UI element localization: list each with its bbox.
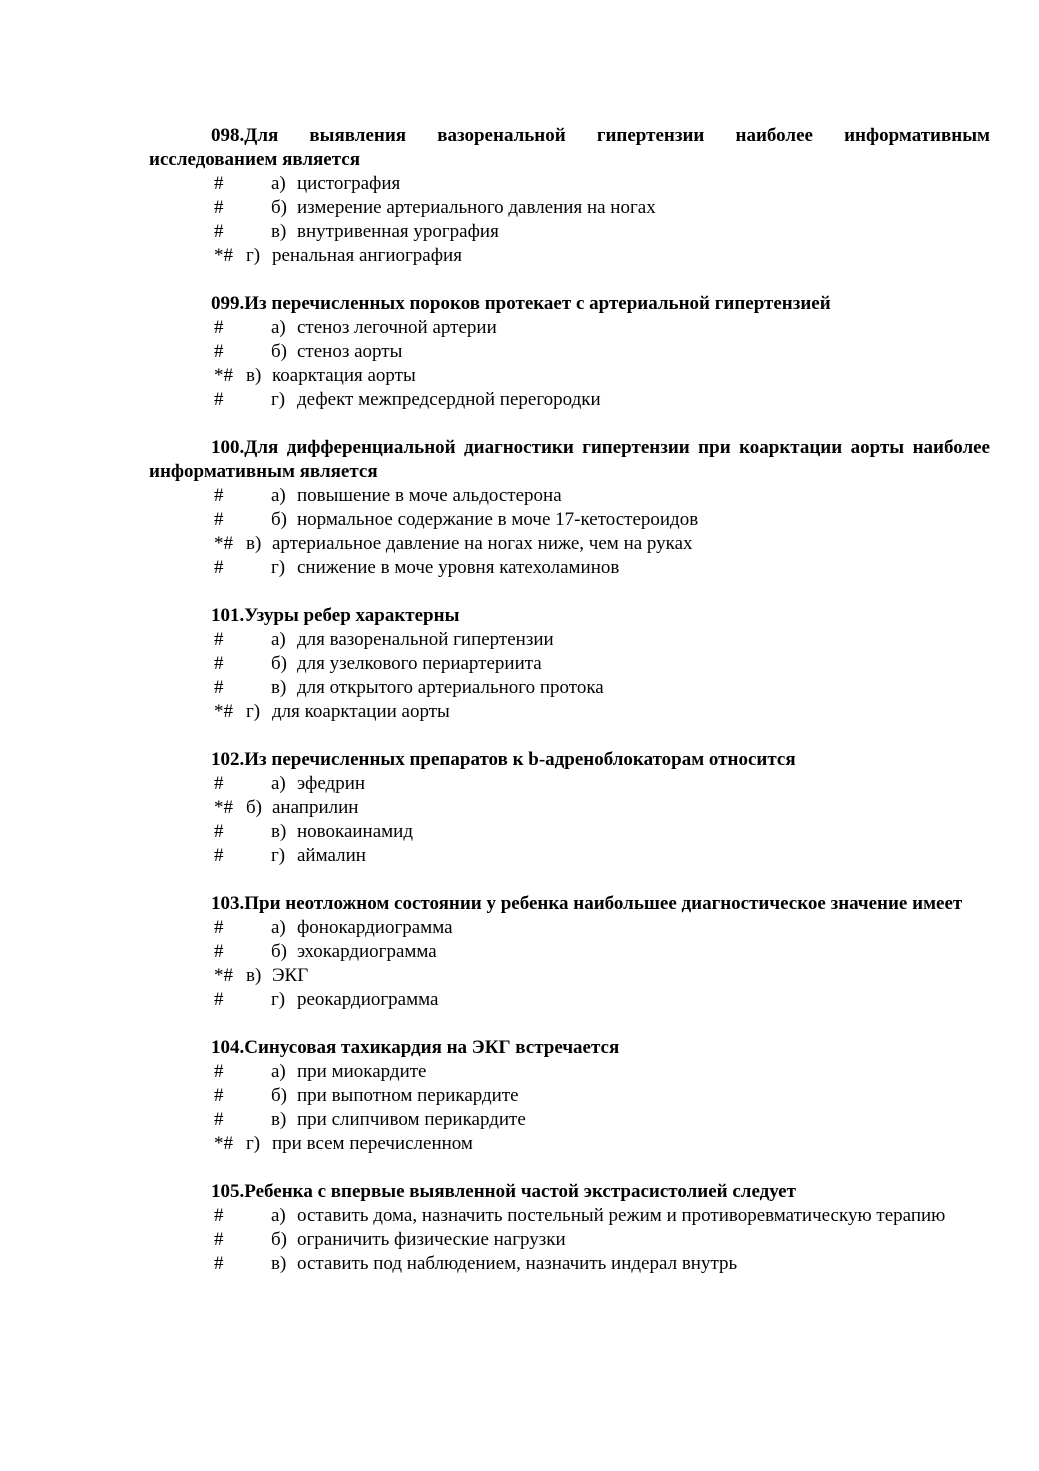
answer-option — [149, 1204, 990, 1228]
answer-option — [149, 556, 990, 580]
option-letter: а) — [271, 917, 286, 938]
option-letter: в) — [271, 677, 287, 698]
answer-option-correct — [149, 364, 990, 388]
option-marker: *# — [214, 701, 233, 722]
answer-option — [149, 388, 990, 412]
option-text: для узелкового периартериита — [297, 653, 542, 674]
answer-option — [149, 676, 990, 700]
option-text: ренальная ангиография — [272, 245, 462, 266]
option-marker: *# — [214, 533, 233, 554]
question-text: 098.Для выявления вазоренальной гипертензии наиболее информативным исследованием является — [149, 125, 990, 170]
answer-option-correct — [149, 796, 990, 820]
option-text: анаприлин — [272, 797, 359, 818]
option-text: внутривенная урография — [297, 221, 499, 242]
option-letter: г) — [271, 989, 286, 1010]
option-text: при всем перечисленном — [272, 1133, 473, 1154]
option-letter: б) — [271, 653, 287, 674]
option-text: новокаинамид — [297, 821, 414, 842]
answer-option — [149, 220, 990, 244]
option-text: стеноз аорты — [297, 341, 403, 362]
answer-option — [149, 652, 990, 676]
option-letter: в) — [246, 365, 262, 386]
question-list — [149, 124, 990, 1300]
option-marker: # — [214, 1085, 224, 1106]
option-text: для вазоренальной гипертензии — [297, 629, 554, 650]
option-letter: а) — [271, 629, 286, 650]
option-letter: в) — [246, 965, 262, 986]
option-text: снижение в моче уровня катехоламинов — [297, 557, 620, 578]
answer-option — [149, 772, 990, 796]
option-marker: # — [214, 773, 224, 794]
answer-option-correct — [149, 964, 990, 988]
answer-option — [149, 196, 990, 220]
option-text: повышение в моче альдостерона — [297, 485, 562, 506]
answer-option — [149, 628, 990, 652]
option-marker: # — [214, 1253, 224, 1274]
option-letter: в) — [271, 1253, 287, 1274]
option-marker: # — [214, 389, 224, 410]
answer-option — [149, 1084, 990, 1108]
option-marker: *# — [214, 365, 233, 386]
answer-option — [149, 340, 990, 364]
question-block — [149, 124, 990, 268]
option-marker: *# — [214, 965, 233, 986]
option-letter: г) — [271, 557, 286, 578]
option-text: дефект межпредсердной перегородки — [297, 389, 601, 410]
option-letter: б) — [271, 509, 287, 530]
option-letter: в) — [271, 1109, 287, 1130]
option-text: артериальное давление на ногах ниже, чем на руках — [272, 533, 693, 554]
question-text: 101.Узуры ребер характерны — [211, 605, 460, 626]
option-marker: # — [214, 485, 224, 506]
option-marker: # — [214, 1061, 224, 1082]
option-letter: в) — [246, 533, 262, 554]
option-letter: г) — [246, 1133, 261, 1154]
option-marker: # — [214, 1205, 224, 1226]
option-text: аймалин — [297, 845, 366, 866]
option-letter: а) — [271, 485, 286, 506]
answer-option — [149, 916, 990, 940]
answer-option-correct — [149, 700, 990, 724]
option-marker: *# — [214, 797, 233, 818]
option-text: при выпотном перикардите — [297, 1085, 519, 1106]
option-text: для коарктации аорты — [272, 701, 450, 722]
option-text: измерение артериального давления на ногах — [297, 197, 656, 218]
question-block — [149, 436, 990, 580]
answer-option — [149, 172, 990, 196]
option-text: ЭКГ — [272, 965, 309, 986]
option-marker: # — [214, 629, 224, 650]
question-block — [149, 748, 990, 868]
option-marker: # — [214, 173, 224, 194]
answer-option — [149, 508, 990, 532]
option-marker: # — [214, 317, 224, 338]
answer-option — [149, 820, 990, 844]
question-block — [149, 892, 990, 1012]
option-marker: # — [214, 1229, 224, 1250]
answer-option — [149, 940, 990, 964]
option-text: реокардиограмма — [297, 989, 439, 1010]
question-text: 100.Для дифференциальной диагностики гипертензии при коарктации аорты наиболее информативным является — [149, 437, 990, 482]
question-text: 105.Ребенка с впервые выявленной частой экстрасистолией следует — [211, 1181, 796, 1202]
option-text: эфедрин — [297, 773, 366, 794]
option-letter: г) — [271, 845, 286, 866]
option-text: фонокардиограмма — [297, 917, 453, 938]
option-marker: # — [214, 917, 224, 938]
option-letter: б) — [271, 1229, 287, 1250]
option-marker: # — [214, 821, 224, 842]
option-marker: *# — [214, 245, 233, 266]
option-letter: г) — [246, 245, 261, 266]
option-text: оставить под наблюдением, назначить индерал внутрь — [297, 1253, 738, 1274]
option-marker: # — [214, 557, 224, 578]
option-marker: # — [214, 677, 224, 698]
option-text: цистография — [297, 173, 401, 194]
answer-option-correct — [149, 1132, 990, 1156]
option-letter: б) — [246, 797, 262, 818]
question-text: 099.Из перечисленных пороков протекает с артериальной гипертензией — [211, 293, 831, 314]
option-marker: # — [214, 197, 224, 218]
answer-option-correct — [149, 532, 990, 556]
answer-option-correct — [149, 244, 990, 268]
option-letter: г) — [271, 389, 286, 410]
answer-option — [149, 1228, 990, 1252]
answer-option — [149, 1060, 990, 1084]
answer-option — [149, 484, 990, 508]
option-text: эхокардиограмма — [297, 941, 437, 962]
option-marker: # — [214, 653, 224, 674]
option-letter: б) — [271, 941, 287, 962]
option-text: коарктация аорты — [272, 365, 416, 386]
option-letter: в) — [271, 821, 287, 842]
option-text: оставить дома, назначить постельный режим и противоревматическую терапию — [297, 1205, 946, 1226]
option-marker: # — [214, 221, 224, 242]
question-text: 104.Синусовая тахикардия на ЭКГ встречается — [211, 1037, 620, 1058]
option-letter: а) — [271, 773, 286, 794]
option-letter: а) — [271, 1061, 286, 1082]
option-marker: # — [214, 509, 224, 530]
option-text: для открытого артериального протока — [297, 677, 604, 698]
option-marker: *# — [214, 1133, 233, 1154]
answer-option — [149, 844, 990, 868]
option-text: стеноз легочной артерии — [297, 317, 497, 338]
option-marker: # — [214, 845, 224, 866]
option-letter: б) — [271, 341, 287, 362]
option-marker: # — [214, 989, 224, 1010]
option-marker: # — [214, 341, 224, 362]
question-block — [149, 1036, 990, 1156]
answer-option — [149, 316, 990, 340]
question-text: 103.При неотложном состоянии у ребенка наибольшее диагностическое значение имеет — [211, 893, 963, 914]
option-marker: # — [214, 941, 224, 962]
answer-option — [149, 1252, 990, 1276]
option-text: при слипчивом перикардите — [297, 1109, 526, 1130]
option-text: нормальное содержание в моче 17-кетостероидов — [297, 509, 699, 530]
option-letter: а) — [271, 1205, 286, 1226]
question-block — [149, 604, 990, 724]
question-block — [149, 1180, 990, 1276]
option-letter: а) — [271, 173, 286, 194]
question-text: 102.Из перечисленных препаратов к b-адреноблокаторам относится — [211, 749, 796, 770]
option-letter: б) — [271, 1085, 287, 1106]
option-letter: б) — [271, 197, 287, 218]
option-text: ограничить физические нагрузки — [297, 1229, 566, 1250]
answer-option — [149, 1108, 990, 1132]
option-letter: г) — [246, 701, 261, 722]
option-letter: а) — [271, 317, 286, 338]
option-letter: в) — [271, 221, 287, 242]
option-text: при миокардите — [297, 1061, 427, 1082]
question-block — [149, 292, 990, 412]
option-marker: # — [214, 1109, 224, 1130]
answer-option — [149, 988, 990, 1012]
